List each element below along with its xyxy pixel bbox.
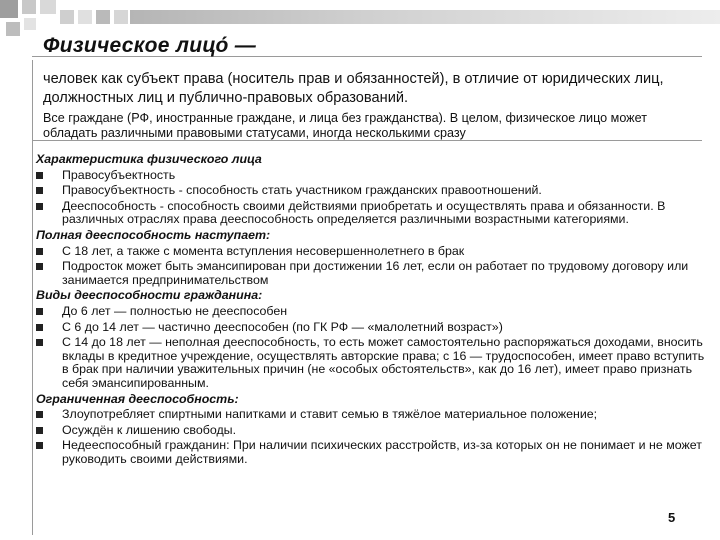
section-heading: Характеристика физического лица xyxy=(36,152,262,166)
definition-text: человек как субъект права (носитель прав и обязанностей), в отличие от юридических лиц, должностных лиц и публично-правовых образований. xyxy=(43,71,664,106)
square-bullet-icon xyxy=(36,263,43,270)
decor-square xyxy=(78,10,92,24)
section-list xyxy=(36,169,706,227)
list-item xyxy=(36,184,706,198)
list-item xyxy=(36,424,706,438)
list-item-text: Недееспособный гражданин: При наличии психических расстройств, из-за которых он не понимает и не может руководить своими действиями. xyxy=(62,438,702,466)
list-item xyxy=(36,439,706,466)
decor-square xyxy=(6,22,20,36)
list-item-text: С 6 до 14 лет — частично дееспособен (по ГК РФ — «малолетний возраст») xyxy=(62,319,503,334)
decor-square xyxy=(60,10,74,24)
decor-square xyxy=(114,10,128,24)
section-list xyxy=(36,245,706,288)
section-heading: Ограниченная дееспособность: xyxy=(36,391,239,406)
frame-left-line xyxy=(32,60,33,535)
square-bullet-icon xyxy=(36,427,43,434)
list-item xyxy=(36,245,706,259)
list-item-text: Правосубъектность - способность стать участником гражданских правоотношений. xyxy=(62,183,542,198)
list-item xyxy=(36,169,706,183)
list-item xyxy=(36,260,706,287)
list-item-text: Злоупотребляет спиртными напитками и ставит семью в тяжёлое материальное положение; xyxy=(62,407,598,422)
square-bullet-icon xyxy=(36,324,43,331)
square-bullet-icon xyxy=(36,187,43,194)
square-bullet-icon xyxy=(36,308,43,315)
square-bullet-icon xyxy=(36,411,43,418)
square-bullet-icon xyxy=(36,248,43,255)
square-bullet-icon xyxy=(36,203,43,210)
list-item xyxy=(36,305,706,319)
section-heading: Полная дееспособность наступает: xyxy=(36,227,271,242)
decor-square xyxy=(96,10,110,24)
list-item xyxy=(36,321,706,335)
list-item-text: Осуждён к лишению свободы. xyxy=(62,422,237,437)
decor-square xyxy=(22,0,36,14)
list-item-text: С 18 лет, а также с момента вступления несовершеннолетнего в брак xyxy=(62,243,465,258)
content-body xyxy=(36,153,706,468)
square-bullet-icon xyxy=(36,339,43,346)
section-list xyxy=(36,408,706,466)
list-item-text: Правосубъектность xyxy=(62,167,176,182)
square-bullet-icon xyxy=(36,442,43,449)
note-text: Все граждане (РФ, иностранные граждане, и лица без гражданства). В целом, физическое лицо может обладать различными правовыми статусами, иногда несколькими сразу xyxy=(43,111,647,140)
list-item-text: До 6 лет — полностью не дееспособен xyxy=(62,303,288,318)
list-item-text: Подросток может быть эмансипирован при достижении 16 лет, если он работает по трудовому договору или занимается предпринимательством xyxy=(62,259,689,287)
list-item xyxy=(36,336,706,390)
page-number: 5 xyxy=(668,510,676,525)
list-item xyxy=(36,408,706,422)
slide-title: Физическое лицо́ — xyxy=(43,34,257,57)
list-item-text: С 14 до 18 лет — неполная дееспособность, то есть может самостоятельно распоряжаться доходами, вносить вклады в кредитное учреждение, осуществлять авторские права; с 16 — трудоспособен, имеет право вступить в брак при наличии уважительных причин (не «особых обстоятельств», как до 16 лет), имеет право признать себя эмансипированным. xyxy=(62,335,705,390)
section-list xyxy=(36,305,706,391)
list-item-text: Дееспособность - способность своими действиями приобретать и осуществлять права и обязанности. В различных отраслях права дееспособность определяется различными возрастными категориями. xyxy=(62,198,666,227)
decor-square xyxy=(40,0,56,14)
decor-square xyxy=(24,18,36,30)
decor-square xyxy=(0,0,18,18)
list-item xyxy=(36,200,706,227)
decor-bar xyxy=(130,10,720,24)
section-heading: Виды дееспособности гражданина: xyxy=(36,288,263,303)
square-bullet-icon xyxy=(36,172,43,179)
